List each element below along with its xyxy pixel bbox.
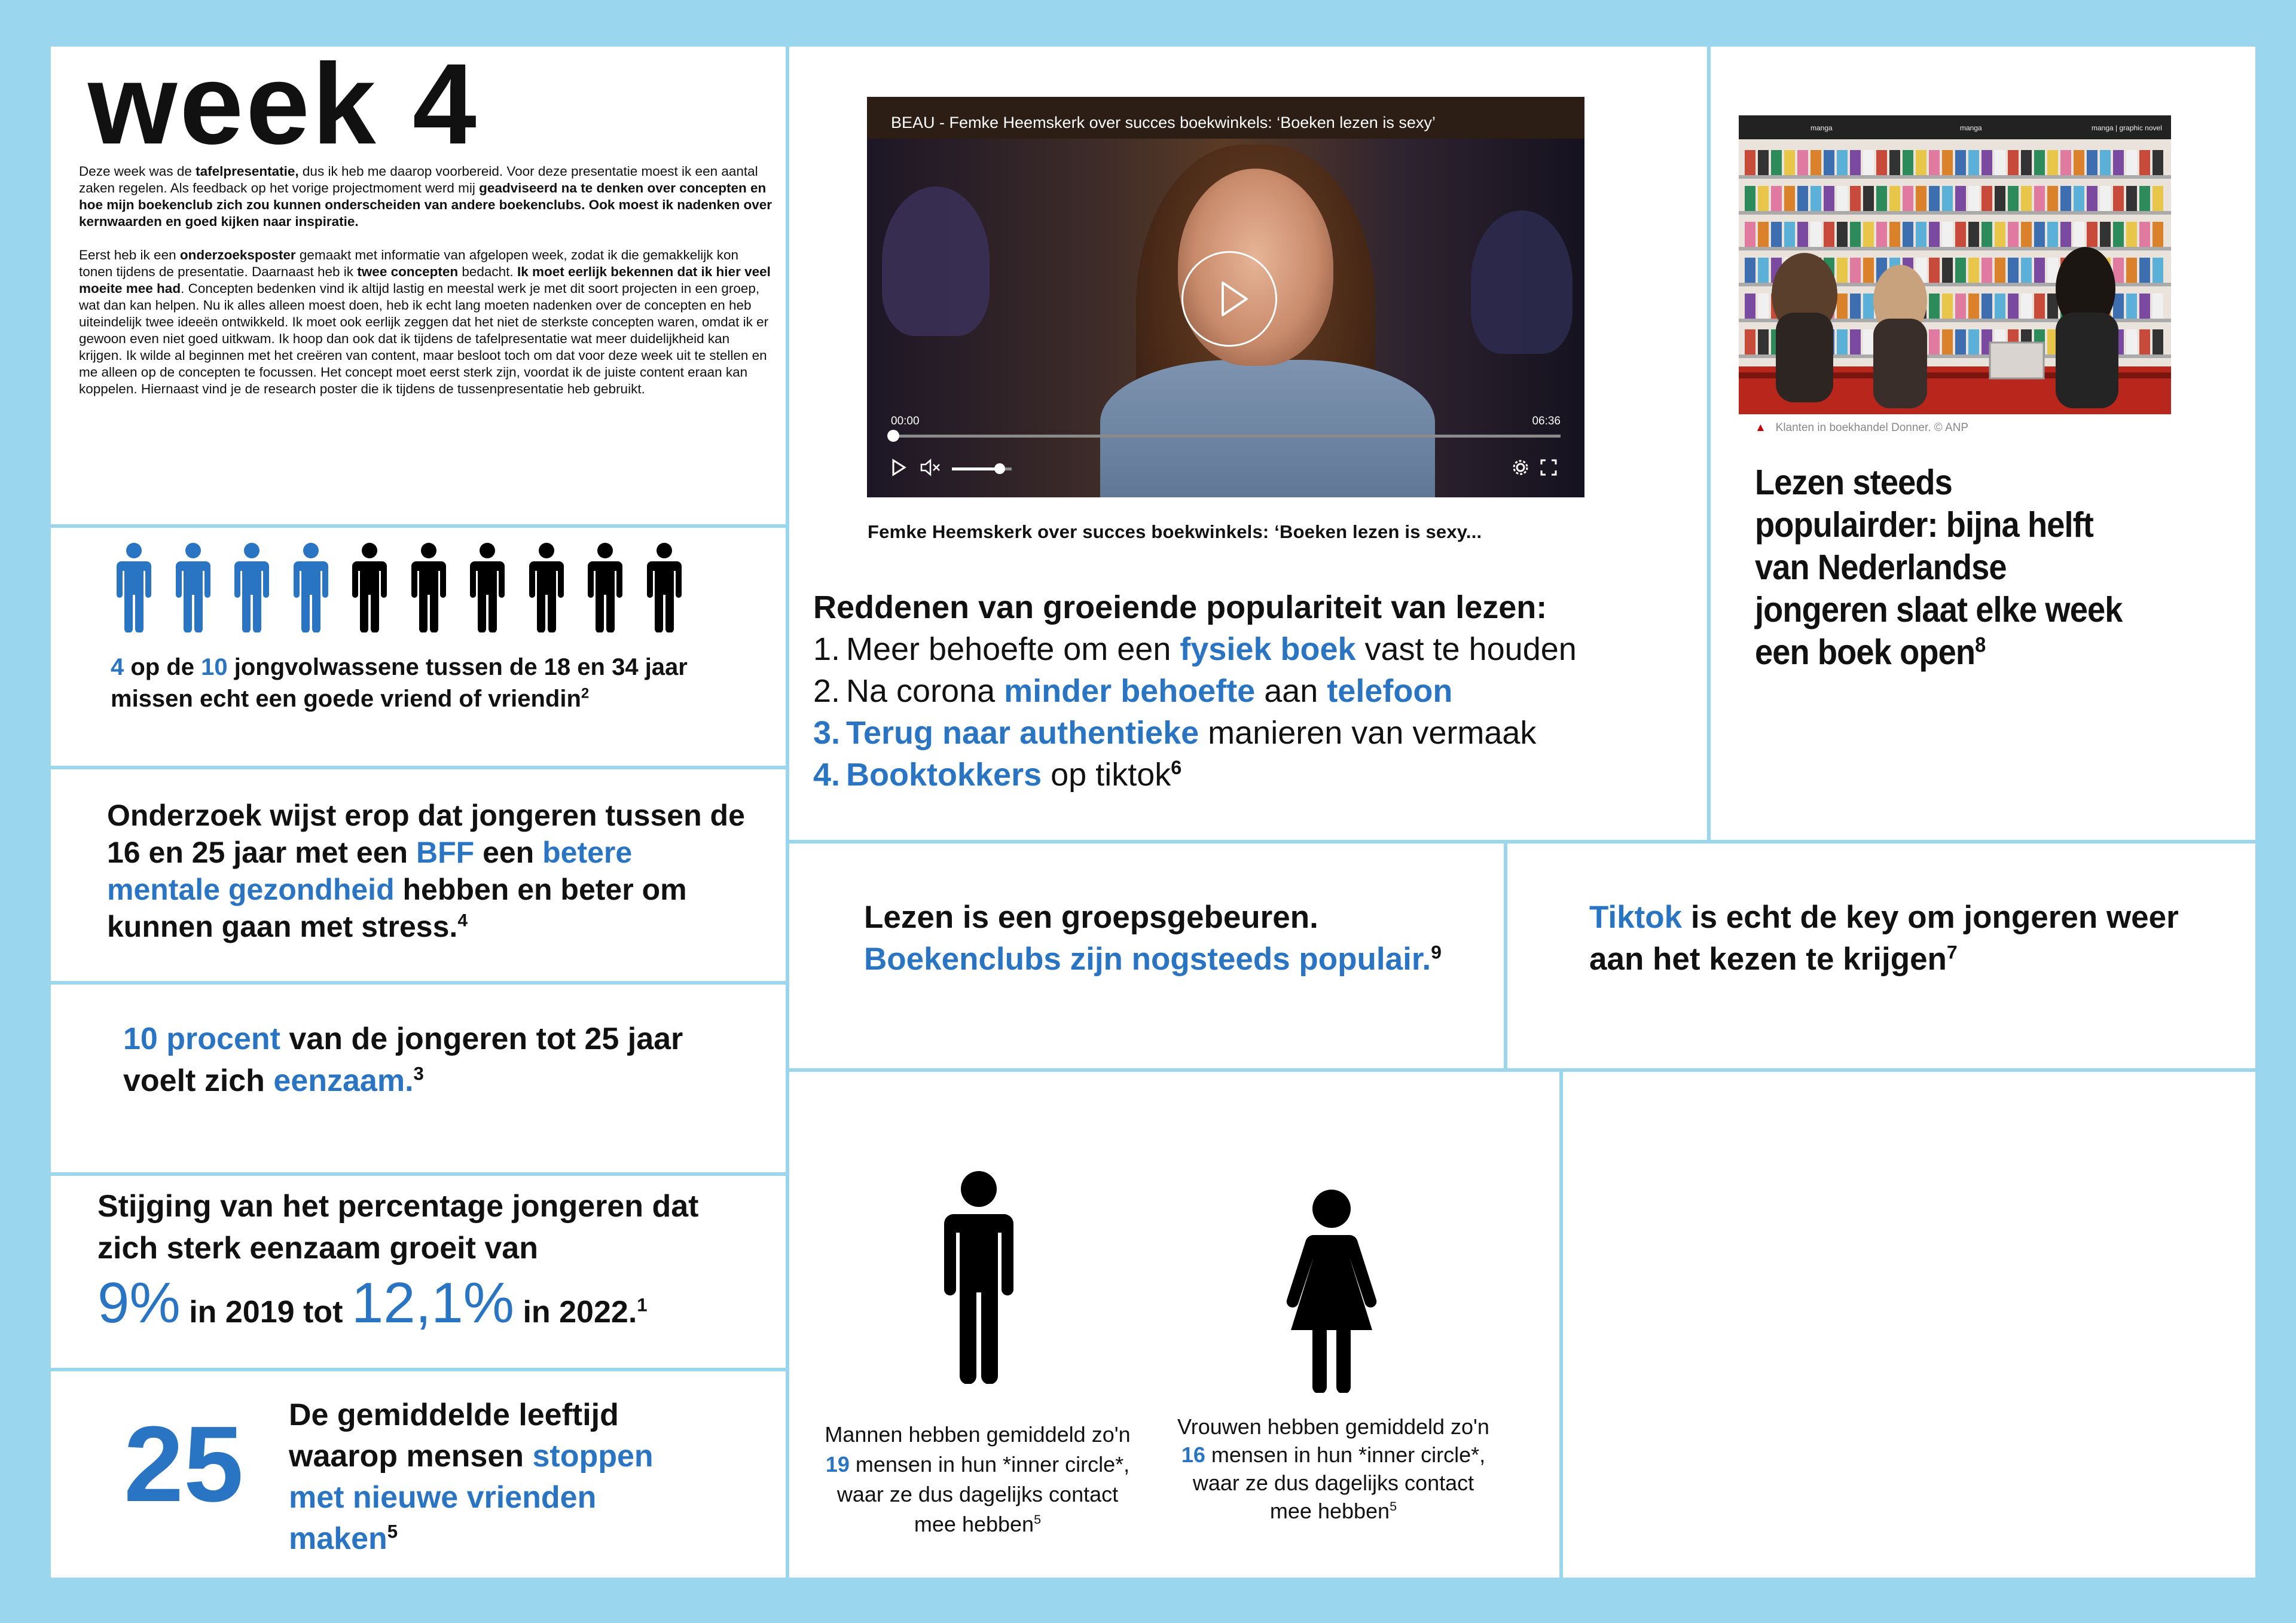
divider bbox=[1504, 840, 1507, 1070]
shelf-label: manga bbox=[1960, 124, 1982, 132]
person-icon-black bbox=[469, 543, 506, 632]
play-triangle-icon bbox=[1183, 253, 1275, 345]
lonely-stat-text: 10 procent van de jongeren tot 25 jaar voelt zich eenzaam.$^3$ bbox=[123, 1022, 683, 1098]
poster-board bbox=[51, 39, 2255, 1578]
volume-slider[interactable] bbox=[952, 467, 1012, 470]
reason-item: 2. Na corona minder behoefte aan telefoon bbox=[813, 673, 1453, 709]
divider bbox=[1559, 1070, 1563, 1578]
person-icon-blue bbox=[115, 543, 152, 632]
person-icon-black bbox=[528, 543, 565, 632]
bff-stat-text: Onderzoek wijst erop dat jongeren tussen de 16 en 25 jaar met een BFF een betere mentale gezondheid hebben en beter om kunnen gaan met stress.$^4$ bbox=[107, 799, 745, 943]
fullscreen-icon[interactable] bbox=[1540, 459, 1558, 481]
rise-stat-text: Stijging van het percentage jongeren dat zich sterk eenzaam groeit van bbox=[97, 1189, 699, 1266]
divider bbox=[786, 47, 789, 1578]
man-icon bbox=[943, 1171, 1015, 1384]
intro-text: Deze week was de tafelpresentatie, dus ik heb me daarop voorbereid. Voor deze presentatie moest ik een aantal zaken regelen. Als feedback op het vorige projectmoment werd mij geadviseerd na te denken over concepten en hoe mijn boekenclub zich zou kunnen onderscheiden van andere boekenclubs. Ook moest ik nadenken over kernwaarden en goed kijken naar inspiratie. Eerst heb ik een onderzoeksposter gemaakt met informatie van afgelopen week, zodat ik die gemakkelijk kon tonen tijdens de presentatie. Daarnaast heb ik twee concepten bedacht. Ik moet eerlijk bekennen dat ik hier veel moeite mee had. Concepten bedenken vind ik altijd lastig en meestal werk je met dit soort projecten in een groep, wat dan kan helpen. Nu ik alles alleen moest doen, heb ik echt lang moeten nadenken over de concepten en heb uiteindelijk twee ideeën ontwikkeld. Ik moet ook eerlijk zeggen dat het niet de sterkste concepten waren, omdat ik er gewoon even niet goed uitkwam. Ik hoop dan ook dat ik tijdens de tafelpresentatie wat meer duidelijkheid kan krijgen. Ik wilde al beginnen met het creëren van content, maar besloot toch om dat voor deze week uit te stellen en me alleen op de concepten te focussen. Het concept moet eerst sterk zijn, voordat ik de juiste content eraan kan koppelen. Hiernaast vind je de research poster die ik tijdens de tussenpresentatie heb gebruikt. bbox=[79, 164, 773, 396]
reasons-list bbox=[813, 586, 1710, 796]
reason-item: 3. Terug naar authentieke manieren van vermaak bbox=[813, 715, 1537, 751]
reason-item: 4. Booktokkers op tiktok$^6$ bbox=[813, 757, 1182, 793]
divider bbox=[51, 1172, 787, 1176]
gear-icon[interactable] bbox=[1512, 459, 1529, 481]
person-icon-blue bbox=[292, 543, 329, 632]
divider bbox=[787, 1068, 2255, 1072]
men-circle-text: Mannen hebben gemiddeld zo'n 19 mensen in hun *inner circle*, waar ze dus dagelijks contact mee hebben$^5$ bbox=[825, 1422, 1131, 1536]
bookstore-photo bbox=[1739, 115, 2171, 414]
person-icon-blue bbox=[233, 543, 270, 632]
volume-slider-fill bbox=[952, 467, 1000, 470]
person-icon-black bbox=[351, 543, 388, 632]
person-icon-black bbox=[646, 543, 683, 632]
person-icon-blue bbox=[175, 543, 212, 632]
age-stat-text: De gemiddelde leeftijd waarop mensen stoppen met nieuwe vrienden maken$^5$ bbox=[289, 1398, 654, 1556]
video-progress-bar[interactable] bbox=[891, 435, 1561, 438]
woman-icon bbox=[1278, 1190, 1385, 1393]
video-bg-person bbox=[1471, 210, 1573, 354]
people-icon-row bbox=[115, 543, 743, 632]
video-player[interactable] bbox=[867, 97, 1584, 497]
rise-stat-values: 9% in 2019 tot 12,1% in 2022.$^1$ bbox=[97, 1271, 648, 1335]
group-reading-text: Lezen is een groepsgebeuren. Boekenclubs zijn nogsteeds populair.$^9$ bbox=[864, 900, 1442, 977]
person-icon-black bbox=[587, 543, 624, 632]
reason-item: 1. Meer behoefte om een fysiek boek vast te houden bbox=[813, 631, 1577, 667]
shelf-label: manga | graphic novel bbox=[2092, 124, 2162, 132]
photo-caption: ▲ Klanten in boekhandel Donner. © ANP bbox=[1755, 421, 1969, 434]
video-jacket bbox=[1100, 360, 1435, 497]
video-time-total: 06:36 bbox=[1532, 415, 1561, 427]
play-icon[interactable] bbox=[1181, 251, 1277, 347]
article-headline: Lezen steeds populairder: bijna helft van Nederlandse jongeren slaat elke week een boek open$^8$ bbox=[1755, 463, 2123, 672]
page-title: week 4 bbox=[88, 39, 479, 168]
divider bbox=[51, 981, 787, 985]
divider bbox=[51, 766, 787, 769]
volume-icon[interactable] bbox=[920, 459, 941, 481]
friends-stat-text: 4 op de 10 jongvolwassene tussen de 18 en 34 jaar missen echt een goede vriend of vriendin$^2$ bbox=[111, 654, 688, 712]
play-small-icon[interactable] bbox=[891, 459, 906, 481]
tiktok-text: Tiktok is echt de key om jongeren weer aan het kezen te krijgen$^7$ bbox=[1589, 900, 2179, 977]
video-bg-person bbox=[882, 187, 990, 336]
video-title: BEAU - Femke Heemskerk over succes boekwinkels: ‘Boeken lezen is sexy’ bbox=[891, 114, 1436, 132]
person-icon-black bbox=[410, 543, 447, 632]
shelf-label: manga bbox=[1810, 124, 1833, 132]
video-time-current: 00:00 bbox=[891, 415, 920, 427]
video-caption: Femke Heemskerk over succes boekwinkels: ‘Boeken lezen is sexy... bbox=[868, 521, 1482, 542]
reasons-title: Reddenen van groeiende populariteit van lezen: bbox=[813, 589, 1547, 625]
divider bbox=[787, 840, 2255, 843]
bookstore-photo-image bbox=[1739, 115, 2171, 414]
women-circle-text: Vrouwen hebben gemiddeld zo'n 16 mensen in hun *inner circle*, waar ze dus dagelijks contact mee hebben$^5$ bbox=[1177, 1414, 1489, 1523]
divider bbox=[51, 1368, 787, 1371]
volume-slider-handle[interactable] bbox=[994, 463, 1005, 474]
age-number: 25 bbox=[124, 1404, 244, 1524]
divider bbox=[51, 524, 787, 528]
